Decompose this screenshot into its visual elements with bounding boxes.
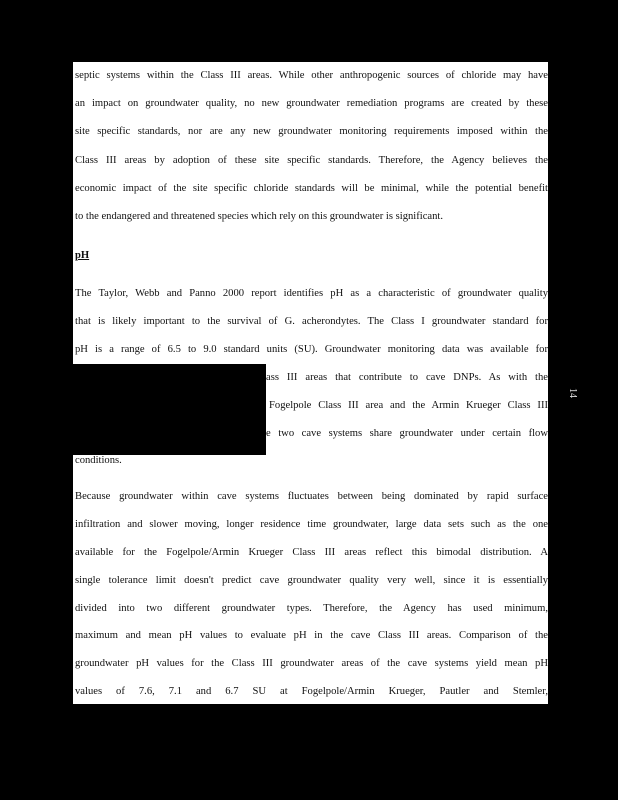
text-line: available for the Fogelpole/Armin Krueger Class III areas reflect this bimodal distribution. A bbox=[75, 547, 548, 558]
page-number: 14 bbox=[567, 388, 578, 398]
redaction-block bbox=[73, 364, 266, 455]
text-line: site specific standards, nor are any new groundwater monitoring requirements imposed within the bbox=[75, 126, 548, 137]
text-line: maximum and mean pH values to evaluate pH in the cave Class III areas. Comparison of the bbox=[75, 630, 548, 641]
text-line: ass III areas that contribute to cave DNPs. As with the bbox=[266, 372, 548, 383]
text-line: an impact on groundwater quality, no new groundwater remediation programs are created by these bbox=[75, 98, 548, 109]
text-line: that is likely important to the survival of G. acherondytes. The Class I groundwater standard for bbox=[75, 316, 548, 327]
text-line: e two cave systems share groundwater under certain flow bbox=[266, 428, 548, 439]
section-heading: pH bbox=[75, 250, 90, 261]
document-page bbox=[73, 62, 548, 704]
text-line: pH is a range of 6.5 to 9.0 standard units (SU). Groundwater monitoring data was available for bbox=[75, 344, 548, 355]
text-line: values of 7.6, 7.1 and 6.7 SU at Fogelpole/Armin Krueger, Pautler and Stemler, bbox=[75, 686, 548, 697]
text-line: to the endangered and threatened species which rely on this groundwater is significant. bbox=[75, 211, 444, 222]
text-line: Because groundwater within cave systems fluctuates between being dominated by rapid surface bbox=[75, 491, 548, 502]
text-line: infiltration and slower moving, longer residence time groundwater, large data sets such as the one bbox=[75, 519, 548, 530]
text-line: divided into two different groundwater types. Therefore, the Agency has used minimum, bbox=[75, 603, 548, 614]
text-line: septic systems within the Class III areas. While other anthropogenic sources of chloride may have bbox=[75, 70, 548, 81]
text-line: economic impact of the site specific chloride standards will be minimal, while the potential benefit bbox=[75, 183, 548, 194]
text-line: The Taylor, Webb and Panno 2000 report identifies pH as a characteristic of groundwater quality bbox=[75, 288, 548, 299]
text-line: groundwater pH values for the Class III groundwater areas of the cave systems yield mean pH bbox=[75, 658, 548, 669]
text-line: Fogelpole Class III area and the Armin Krueger Class III bbox=[269, 400, 548, 411]
text-line: Class III areas by adoption of these site specific standards. Therefore, the Agency believes the bbox=[75, 155, 548, 166]
text-line: conditions. bbox=[75, 455, 122, 466]
text-line: single tolerance limit doesn't predict cave groundwater quality very well, since it is essentially bbox=[75, 575, 548, 586]
